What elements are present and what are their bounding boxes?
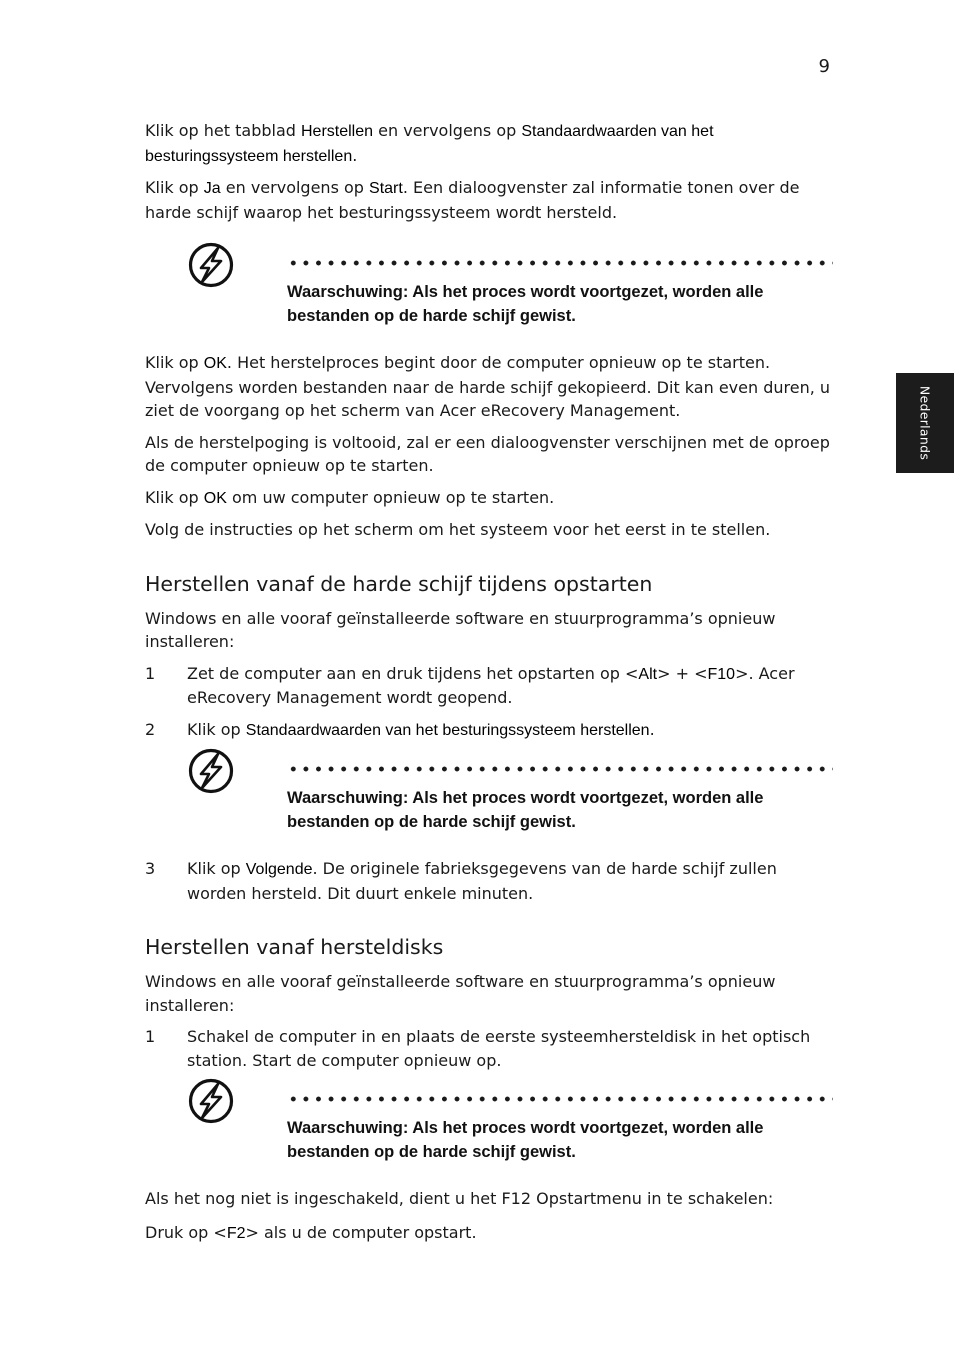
paragraph-completed: Als de herstelpoging is voltooid, zal er een dialoogvenster verschijnen met de oproep de computer opnieuw op te starten. <box>145 432 830 475</box>
ui-term-restore-defaults: Standaardwaarden van het besturingssysteem herstellen <box>145 123 714 165</box>
warning-lightning-icon <box>187 747 235 795</box>
dotted-divider <box>287 1096 833 1102</box>
ui-term-restore-defaults: Standaardwaarden van het besturingssysteem herstellen <box>245 721 650 739</box>
paragraph-first-setup: Volg de instructies op het scherm om het systeem voor het eerst in te stellen. <box>145 520 771 539</box>
section1-step-2: 2 Klik op Standaardwaarden van het besturingssysteem herstellen. <box>145 718 835 743</box>
paragraph-press-f2: Druk op <F2> als u de computer opstart. <box>145 1222 477 1242</box>
ui-term-ok: OK <box>203 489 227 507</box>
paragraph-ok-restart: Klik op OK. Het herstelproces begint door de computer opnieuw op te starten. Vervolgens worden bestanden naar de harde schijf gekopieerd. Dit kan even duren, u ziet de voorgang op het scherm van Acer eRecovery Management. <box>145 353 831 420</box>
ui-term-ok: OK <box>203 355 227 372</box>
paragraph-ok-computer: Klik op OK om uw computer opnieuw op te starten. <box>145 487 555 507</box>
ui-key-f10: F10 <box>707 665 736 683</box>
step-number: 2 <box>145 719 156 739</box>
section1-intro: Windows en alle vooraf geïnstalleerde software en stuurprogramma’s opnieuw installeren: <box>145 608 776 651</box>
language-side-tab <box>896 373 954 473</box>
warning-box-2 <box>187 747 835 857</box>
dotted-divider <box>287 766 833 772</box>
warning-box-3 <box>187 1077 835 1187</box>
intro-paragraph-2: Klik op Ja en vervolgens op Start. Een dialoogvenster zal informatie tonen over de harde schijf waarop het besturingssysteem wordt hersteld. <box>145 178 800 222</box>
ui-key-f2: F2 <box>226 1224 246 1242</box>
warning-text: Waarschuwing: Als het proces wordt voortgezet, worden alle bestanden op de harde schijf gewist. <box>287 283 764 325</box>
ui-term-volgende: Volgende <box>245 861 313 878</box>
ui-term-herstellen-tab: Herstellen <box>301 123 374 140</box>
intro-paragraph-1: Klik op het tabblad Herstellen en vervolgens op Standaardwaarden van het besturingssysteem herstellen. <box>145 121 714 165</box>
ui-term-ja: Ja <box>203 180 221 197</box>
ui-key-alt: Alt <box>638 665 658 683</box>
step-number: 1 <box>145 663 156 683</box>
dotted-divider <box>287 260 833 266</box>
warning-text: Waarschuwing: Als het proces wordt voortgezet, worden alle bestanden op de harde schijf gewist. <box>287 1119 764 1161</box>
warning-text: Waarschuwing: Als het proces wordt voortgezet, worden alle bestanden op de harde schijf gewist. <box>287 789 764 831</box>
warning-lightning-icon <box>187 241 235 289</box>
warning-lightning-icon <box>187 1077 235 1125</box>
ui-term-start: Start <box>369 180 403 197</box>
page-content <box>145 119 835 1253</box>
section-heading-recovery-discs: Herstellen vanaf hersteldisks <box>145 935 444 959</box>
language-side-tab-label: Nederlands <box>917 385 933 461</box>
paragraph-f12-menu: Als het nog niet is ingeschakeld, dient u het F12 Opstartmenu in te schakelen: <box>145 1189 774 1208</box>
step-number: 1 <box>145 1027 156 1046</box>
section-heading-hard-disk: Herstellen vanaf de harde schijf tijdens opstarten <box>145 571 653 596</box>
section1-step-3: 3 Klik op Volgende. De originele fabrieksgegevens van de harde schijf zullen worden hersteld. Dit duurt enkele minuten. <box>145 859 777 903</box>
section2-step-1: 1 Schakel de computer in en plaats de eerste systeemhersteldisk in het optisch station. Start de computer opnieuw op. <box>145 1027 811 1070</box>
warning-box-1 <box>187 241 835 351</box>
step-number: 3 <box>145 859 156 878</box>
page-number: 9 <box>818 56 830 77</box>
section2-intro: Windows en alle vooraf geïnstalleerde software en stuurprogramma’s opnieuw installeren: <box>145 972 776 1015</box>
section1-step-1: 1 Zet de computer aan en druk tijdens het opstarten op <Alt> + <F10>. Acer eRecovery Management wordt geopend. <box>145 663 795 707</box>
